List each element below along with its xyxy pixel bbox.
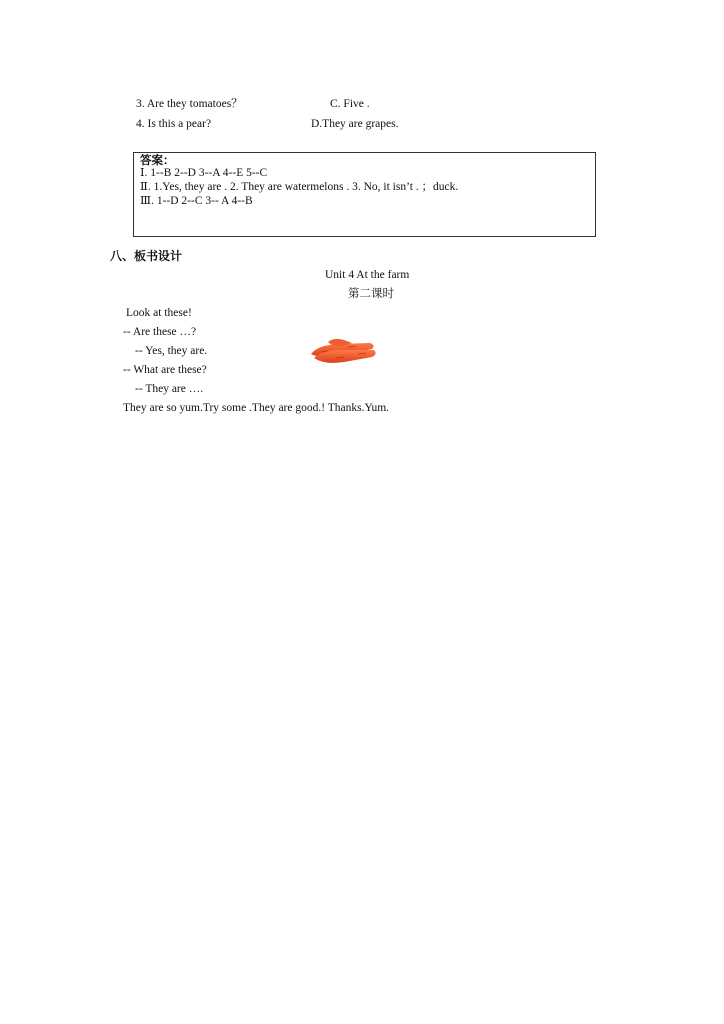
lesson-title: 第二课时: [348, 288, 394, 300]
board-line-3: -- Yes, they are.: [135, 345, 208, 357]
board-line-2: -- Are these …?: [123, 326, 197, 338]
section-title: 八、板书设计: [110, 249, 183, 263]
answer-heading: 答案：: [140, 153, 175, 167]
matching-a4: D.They are grapes.: [311, 118, 399, 130]
board-line-4: -- What are these?: [123, 364, 207, 376]
board-line-1: Look at these!: [126, 307, 192, 319]
matching-q4: 4. Is this a pear?: [136, 118, 212, 130]
unit-title: Unit 4 At the farm: [325, 269, 410, 281]
answer-line-1: Ⅰ. 1--B 2--D 3--A 4--E 5--C: [140, 167, 268, 179]
answer-line-3: Ⅲ. 1--D 2--C 3-- A 4--B: [140, 195, 253, 207]
board-line-5: -- They are ….: [135, 383, 204, 395]
matching-a3: C. Five .: [330, 98, 370, 110]
answer-line-2: Ⅱ. 1.Yes, they are . 2. They are watermelons . 3. No, it isn’t . ；duck.: [140, 181, 459, 193]
carrot-image: [308, 334, 378, 366]
matching-q3: 3. Are they tomatoes？: [136, 98, 243, 110]
answer-box: [133, 152, 596, 237]
board-line-6: They are so yum.Try some .They are good.! Thanks.Yum.: [123, 402, 390, 414]
